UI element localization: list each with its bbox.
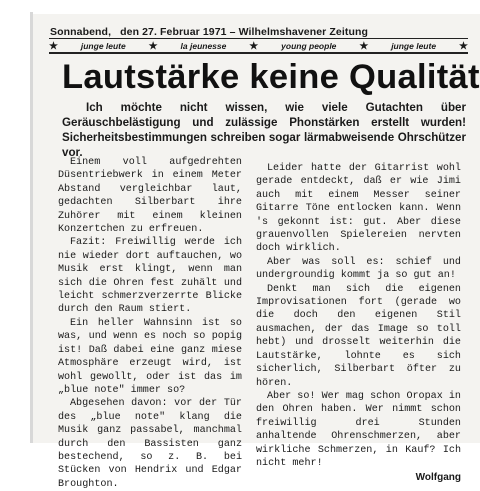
paragraph: Ein heller Wahnsinn ist so was, und wenn es noch so popig ist! Daß dabei eine ganz miese Atmosphäre erzeugt wird, ist wohl gewollt, oder ist das im „blue note" immer so? bbox=[58, 317, 242, 396]
banner-item: junge leute bbox=[391, 41, 437, 51]
paragraph: Denkt man sich die eigenen Improvisationen fort (gerade wo die doch den eigenen Stil ausmachen, der das Image so toll hebt) und drosselt weiterhin die Lautstärke, lohnte es sich sicherlich, Silberbart öfter zu hören. bbox=[256, 283, 461, 389]
masthead-rule bbox=[49, 38, 468, 39]
section-banner bbox=[49, 40, 468, 52]
paragraph: Aber so! Wer mag schon Oropax in den Ohren haben. Wer nimmt schon freiwillig drei Stunden anhaltende Ohrenschmerzen, aber wirkliche Schmerzen, in Kauf? Ich nicht mehr! bbox=[256, 390, 461, 469]
paragraph: Aber was soll es: schief und undergroundig kommt ja so gut an! bbox=[256, 256, 461, 282]
masthead-paper: Wilhelmshavener Zeitung bbox=[238, 26, 368, 38]
paragraph: Einem voll aufgedrehten Düsentriebwerk in einem Meter Abstand vergleichbar laut, gedachten Silberbart ihre Zuhörer mit einem kleinen Konzertchen zu erfreuen. bbox=[58, 157, 242, 236]
article-lead bbox=[62, 100, 466, 160]
star-icon: ★ bbox=[458, 40, 468, 52]
star-icon: ★ bbox=[148, 40, 158, 52]
masthead-day: Sonnabend, bbox=[50, 26, 112, 38]
banner-rule bbox=[49, 52, 468, 54]
star-icon: ★ bbox=[359, 40, 369, 52]
author-signature: Wolfgang bbox=[415, 472, 461, 484]
article-headline: Lautstärke keine Qualität bbox=[62, 58, 480, 96]
masthead bbox=[50, 26, 470, 38]
masthead-date: den 27. Februar 1971 bbox=[120, 26, 227, 38]
banner-item: la jeunesse bbox=[180, 41, 227, 51]
masthead-dash: – bbox=[229, 26, 239, 38]
paragraph: Abgesehen davon: vor der Tür des „blue note" klang die Musik ganz passabel, manchmal durch den Bassisten ganz bestechend, so z. B. bei Stücken von Hendrix und Edgar Broughton. bbox=[58, 398, 242, 490]
star-icon: ★ bbox=[49, 40, 58, 52]
paragraph: Fazit: Freiwillig werde ich nie wieder dort auftauchen, wo Musik erst klingt, wenn man sich die Ohren fest zuhält und leicht schmerzverzerrte Blicke durch den Raum stiert. bbox=[58, 237, 242, 316]
banner-item: young people bbox=[281, 41, 337, 51]
star-icon: ★ bbox=[249, 40, 259, 52]
paragraph: Leider hatte der Gitarrist wohl gerade entdeckt, daß er wie Jimi auch mit einem Messer seiner Gitarre Töne entlocken kann. Wenn 's gekonnt ist: gut. Aber diese grauenvollen Spielereien nervten doch wirklich. bbox=[256, 163, 461, 255]
lead-text: Ich möchte nicht wissen, wie viele Gutachten über Geräuschbelästigung und zulässige Phonstärken erstellt wurden! Sicherheitsbestimmungen schreiben sogar lärmabweisende Ohrschützer vor. bbox=[62, 101, 466, 159]
article-column-right bbox=[256, 162, 461, 485]
article-column-left bbox=[58, 156, 242, 491]
banner-item: junge leute bbox=[80, 41, 126, 51]
